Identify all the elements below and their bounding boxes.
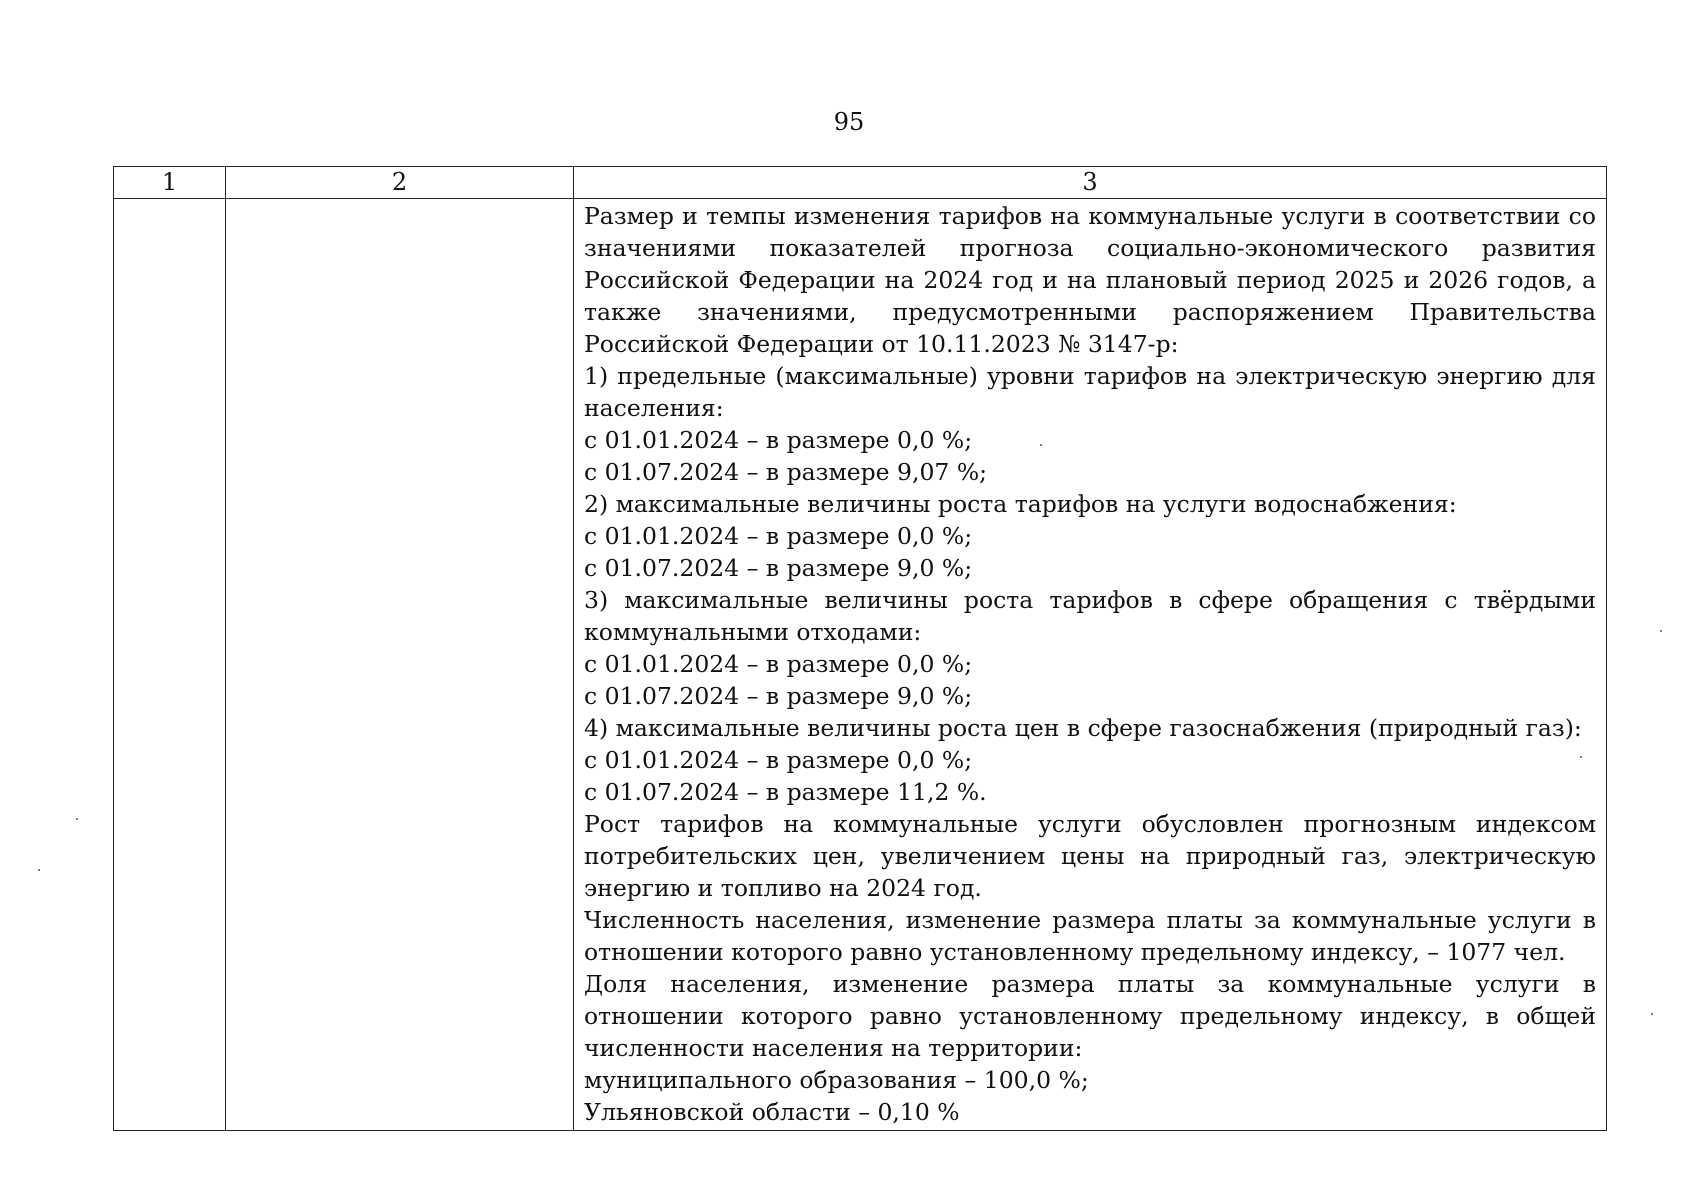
content-paragraph: муниципального образования – 100,0 %; (584, 1066, 1089, 1094)
content-paragraph: Рост тарифов на коммунальные услуги обусловлен прогнозным индексом потребительских цен, увеличением цены на природный газ, электрическую энергию и топливо на 2024 год. (584, 810, 1596, 902)
column-header-1: 1 (114, 167, 226, 199)
scan-speck (1580, 756, 1582, 758)
content-paragraph: 2) максимальные величины роста тарифов на услуги водоснабжения: (584, 490, 1457, 518)
scan-speck (1660, 630, 1662, 632)
page-number: 95 (833, 108, 865, 136)
content-paragraph: с 01.07.2024 – в размере 11,2 %. (584, 778, 987, 806)
content-paragraph: с 01.07.2024 – в размере 9,0 %; (584, 682, 973, 710)
table-header-row (114, 167, 1607, 199)
cell-column-3 (574, 199, 1607, 1131)
content-paragraph: Ульяновской области – 0,10 % (584, 1098, 960, 1126)
scan-speck (1651, 1013, 1653, 1015)
scan-speck (1040, 444, 1042, 446)
content-paragraph: с 01.07.2024 – в размере 9,0 %; (584, 554, 973, 582)
column-header-3: 3 (574, 167, 1607, 199)
content-paragraph: с 01.01.2024 – в размере 0,0 %; (584, 522, 973, 550)
content-paragraph: 4) максимальные величины роста цен в сфере газоснабжения (природный газ): (584, 714, 1582, 742)
scan-speck (76, 818, 78, 820)
content-paragraph: 3) максимальные величины роста тарифов в сфере обращения с твёрдыми коммунальными отходами: (584, 586, 1596, 646)
cell-column-1 (114, 199, 226, 1131)
cell-column-2 (226, 199, 574, 1131)
content-paragraph: с 01.01.2024 – в размере 0,0 %; (584, 650, 973, 678)
content-paragraph: Размер и темпы изменения тарифов на коммунальные услуги в соответствии со значениями показателей прогноза социально-экономического развития Российской Федерации на 2024 год и на плановый период 2025 и 2026 годов, а также значениями, предусмотренными распоряжением Правительства Российской Федерации от 10.11.2023 № 3147-р: (584, 202, 1596, 358)
column-header-2: 2 (226, 167, 574, 199)
document-table (113, 166, 1607, 1131)
content-paragraph: с 01.01.2024 – в размере 0,0 %; (584, 746, 973, 774)
content-paragraphs (584, 200, 1596, 1128)
content-paragraph: с 01.01.2024 – в размере 0,0 %; (584, 426, 973, 454)
content-paragraph: 1) предельные (максимальные) уровни тарифов на электрическую энергию для населения: (584, 362, 1596, 422)
content-paragraph: Численность населения, изменение размера платы за коммунальные услуги в отношении которого равно установленному предельному индексу, – 1077 чел. (584, 906, 1596, 966)
content-paragraph: Доля населения, изменение размера платы за коммунальные услуги в отношении которого равно установленному предельному индексу, в общей численности населения на территории: (584, 970, 1596, 1062)
table-row (114, 199, 1607, 1131)
content-paragraph: с 01.07.2024 – в размере 9,07 %; (584, 458, 988, 486)
scan-speck (38, 869, 40, 871)
